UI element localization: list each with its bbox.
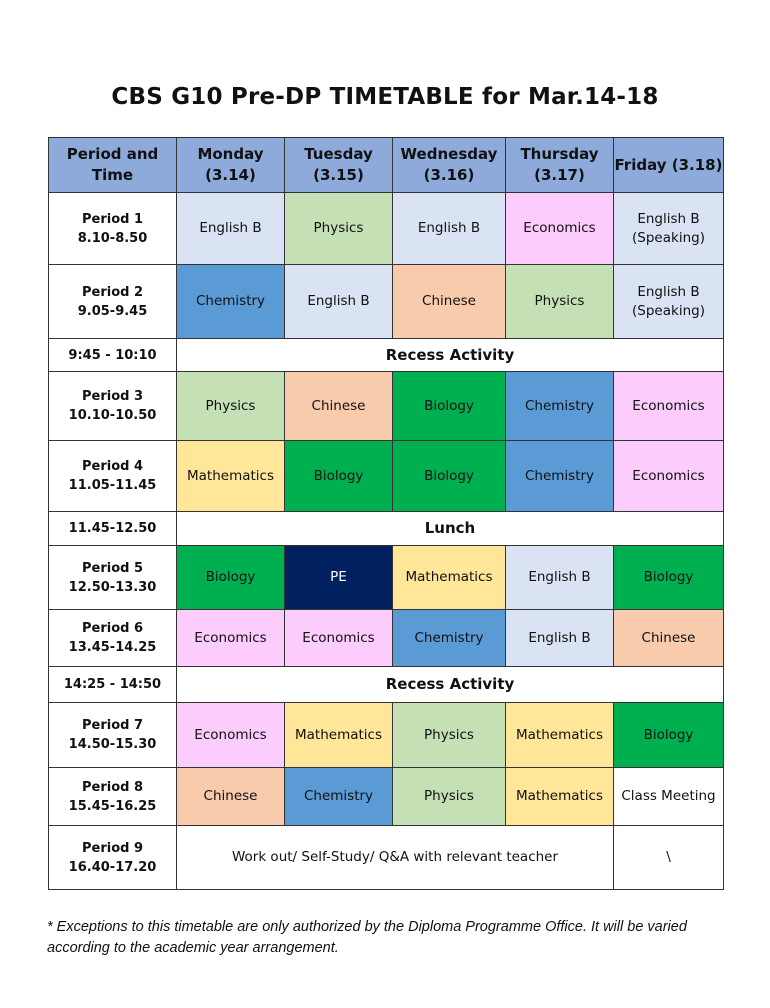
subject-label: Mathematics bbox=[295, 726, 382, 743]
subject-label: Chemistry bbox=[524, 397, 595, 414]
subject-label: Chinese bbox=[311, 397, 366, 414]
subject-cell bbox=[506, 265, 614, 339]
subject-cell bbox=[614, 768, 724, 826]
subject-cell bbox=[285, 610, 393, 667]
subject-cell bbox=[177, 610, 285, 667]
footnote: * Exceptions to this timetable are only authorized by the Diploma Programme Office. It will be varied according to the academic year arrangement. bbox=[47, 919, 687, 956]
period-label-line: 11.45-12.50 bbox=[68, 521, 157, 536]
subject-label: Economics bbox=[194, 629, 267, 646]
period-label-line: Period 4 bbox=[81, 459, 144, 474]
period-label-line: 15.45-16.25 bbox=[68, 798, 157, 814]
subject-label: Biology bbox=[424, 397, 474, 414]
subject-cell bbox=[285, 703, 393, 768]
subject-cell bbox=[393, 610, 506, 667]
period-label-line: 12.50-13.30 bbox=[68, 579, 157, 595]
subject-cell bbox=[393, 441, 506, 512]
period-label-line: 16.40-17.20 bbox=[68, 859, 157, 875]
subject-cell bbox=[177, 546, 285, 610]
table-row bbox=[49, 193, 724, 265]
subject-cell bbox=[506, 768, 614, 826]
subject-cell bbox=[285, 265, 393, 339]
table-row bbox=[49, 826, 724, 890]
subject-cell bbox=[506, 703, 614, 768]
subject-cell bbox=[614, 610, 724, 667]
subject-label: Mathematics bbox=[405, 569, 493, 585]
period-label-line: 11.05-11.45 bbox=[68, 478, 157, 493]
subject-label: Mathematics bbox=[516, 788, 603, 804]
period-label bbox=[49, 768, 177, 826]
subject-cell bbox=[285, 768, 393, 826]
subject-cell bbox=[614, 546, 724, 610]
period-label-line: 9:45 - 10:10 bbox=[68, 347, 157, 363]
header-row bbox=[49, 138, 724, 193]
period-label-line: 14.50-15.30 bbox=[68, 737, 157, 752]
period-label bbox=[49, 265, 177, 339]
table-row bbox=[49, 546, 724, 610]
subject-label: English B bbox=[528, 629, 591, 646]
period-label bbox=[49, 826, 177, 890]
subject-label: English B bbox=[528, 569, 591, 585]
subject-label: Mathematics bbox=[516, 726, 603, 743]
header-day: Thursday (3.17) bbox=[506, 138, 614, 193]
merged-cell: Work out/ Self-Study/ Q&A with relevant teacher bbox=[177, 826, 614, 890]
period-label-line: Period 3 bbox=[81, 389, 144, 404]
period-label-line: Period 8 bbox=[81, 779, 144, 795]
header-day: Tuesday (3.15) bbox=[285, 138, 393, 193]
subject-label: Chinese bbox=[203, 788, 258, 804]
timetable bbox=[48, 137, 724, 890]
period-label bbox=[49, 372, 177, 441]
subject-label: Physics bbox=[424, 726, 474, 743]
subject-label: PE bbox=[330, 569, 347, 585]
subject-label: Class Meeting bbox=[621, 788, 716, 804]
page-title: CBS G10 Pre-DP TIMETABLE for Mar.14-18 bbox=[111, 84, 659, 110]
table-row bbox=[49, 610, 724, 667]
subject-label: English B bbox=[199, 220, 262, 236]
subject-cell bbox=[506, 441, 614, 512]
period-label bbox=[49, 512, 177, 546]
subject-cell bbox=[506, 372, 614, 441]
period-label-line: 8.10-8.50 bbox=[77, 230, 148, 246]
subject-cell bbox=[506, 546, 614, 610]
table-row bbox=[49, 372, 724, 441]
table-row bbox=[49, 441, 724, 512]
period-label-line: Period 2 bbox=[81, 284, 144, 300]
subject-label: Biology bbox=[205, 569, 256, 585]
break-cell: Lunch bbox=[177, 512, 724, 546]
header-day: Friday (3.18) bbox=[614, 138, 724, 193]
table-row bbox=[49, 512, 724, 546]
table-row bbox=[49, 768, 724, 826]
subject-label: English B bbox=[417, 220, 481, 236]
subject-label: Chemistry bbox=[195, 293, 266, 309]
subject-label: Economics bbox=[302, 629, 375, 646]
period-label-line: 10.10-10.50 bbox=[68, 408, 157, 423]
period-label-line: 9.05-9.45 bbox=[77, 303, 148, 319]
subject-cell bbox=[285, 546, 393, 610]
subject-cell bbox=[614, 372, 724, 441]
table-row bbox=[49, 703, 724, 768]
break-cell: Recess Activity bbox=[177, 339, 724, 372]
subject-cell bbox=[177, 441, 285, 512]
period-label bbox=[49, 703, 177, 768]
subject-cell bbox=[285, 372, 393, 441]
subject-label: English B (Speaking) bbox=[632, 210, 705, 246]
break-cell: Recess Activity bbox=[177, 667, 724, 703]
table-row bbox=[49, 667, 724, 703]
header-day: Monday (3.14) bbox=[177, 138, 285, 193]
subject-cell bbox=[614, 441, 724, 512]
table-row bbox=[49, 339, 724, 372]
subject-cell bbox=[177, 193, 285, 265]
table-row bbox=[49, 265, 724, 339]
subject-label: Economics bbox=[632, 467, 705, 484]
header-day: Wednesday (3.16) bbox=[393, 138, 506, 193]
period-label-line: Period 9 bbox=[81, 840, 144, 856]
subject-cell: \ bbox=[614, 826, 724, 890]
subject-cell bbox=[285, 193, 393, 265]
period-label-line: Period 7 bbox=[81, 718, 144, 733]
period-label bbox=[49, 441, 177, 512]
subject-label: Biology bbox=[313, 467, 364, 484]
subject-label: Physics bbox=[205, 397, 256, 414]
subject-label: Economics bbox=[523, 220, 596, 236]
subject-cell bbox=[506, 193, 614, 265]
subject-cell bbox=[393, 703, 506, 768]
header-time: Period and Time bbox=[49, 138, 177, 193]
subject-label: Physics bbox=[534, 293, 585, 309]
subject-cell bbox=[393, 768, 506, 826]
subject-cell bbox=[393, 193, 506, 265]
subject-cell bbox=[177, 768, 285, 826]
period-label bbox=[49, 667, 177, 703]
subject-cell bbox=[177, 372, 285, 441]
subject-cell bbox=[614, 703, 724, 768]
subject-cell bbox=[614, 193, 724, 265]
period-label-line: 14:25 - 14:50 bbox=[63, 677, 162, 692]
subject-label: Chemistry bbox=[303, 788, 374, 804]
period-label-line: Period 5 bbox=[81, 560, 144, 576]
period-label-line: Period 6 bbox=[81, 621, 144, 636]
subject-label: Chinese bbox=[422, 293, 476, 309]
subject-cell bbox=[177, 703, 285, 768]
subject-label: Economics bbox=[194, 726, 267, 743]
subject-label: Physics bbox=[313, 220, 364, 236]
subject-cell bbox=[393, 265, 506, 339]
subject-label: Mathematics bbox=[187, 467, 274, 484]
subject-label: English B bbox=[307, 293, 370, 309]
subject-label: Physics bbox=[424, 788, 474, 804]
subject-label: Biology bbox=[424, 467, 474, 484]
period-label bbox=[49, 193, 177, 265]
subject-cell bbox=[393, 546, 506, 610]
subject-cell bbox=[393, 372, 506, 441]
subject-label: Chinese bbox=[641, 629, 696, 646]
period-label bbox=[49, 610, 177, 667]
subject-cell bbox=[285, 441, 393, 512]
period-label-line: 13.45-14.25 bbox=[68, 640, 157, 655]
subject-label: Chemistry bbox=[414, 629, 484, 646]
subject-cell bbox=[506, 610, 614, 667]
subject-label: Biology bbox=[643, 569, 694, 585]
subject-label: Chemistry bbox=[524, 467, 595, 484]
subject-label: English B (Speaking) bbox=[632, 283, 705, 319]
period-label bbox=[49, 339, 177, 372]
subject-cell bbox=[614, 265, 724, 339]
subject-label: Economics bbox=[632, 397, 705, 414]
period-label bbox=[49, 546, 177, 610]
subject-cell bbox=[177, 265, 285, 339]
subject-label: Biology bbox=[643, 726, 694, 743]
period-label-line: Period 1 bbox=[81, 211, 144, 227]
